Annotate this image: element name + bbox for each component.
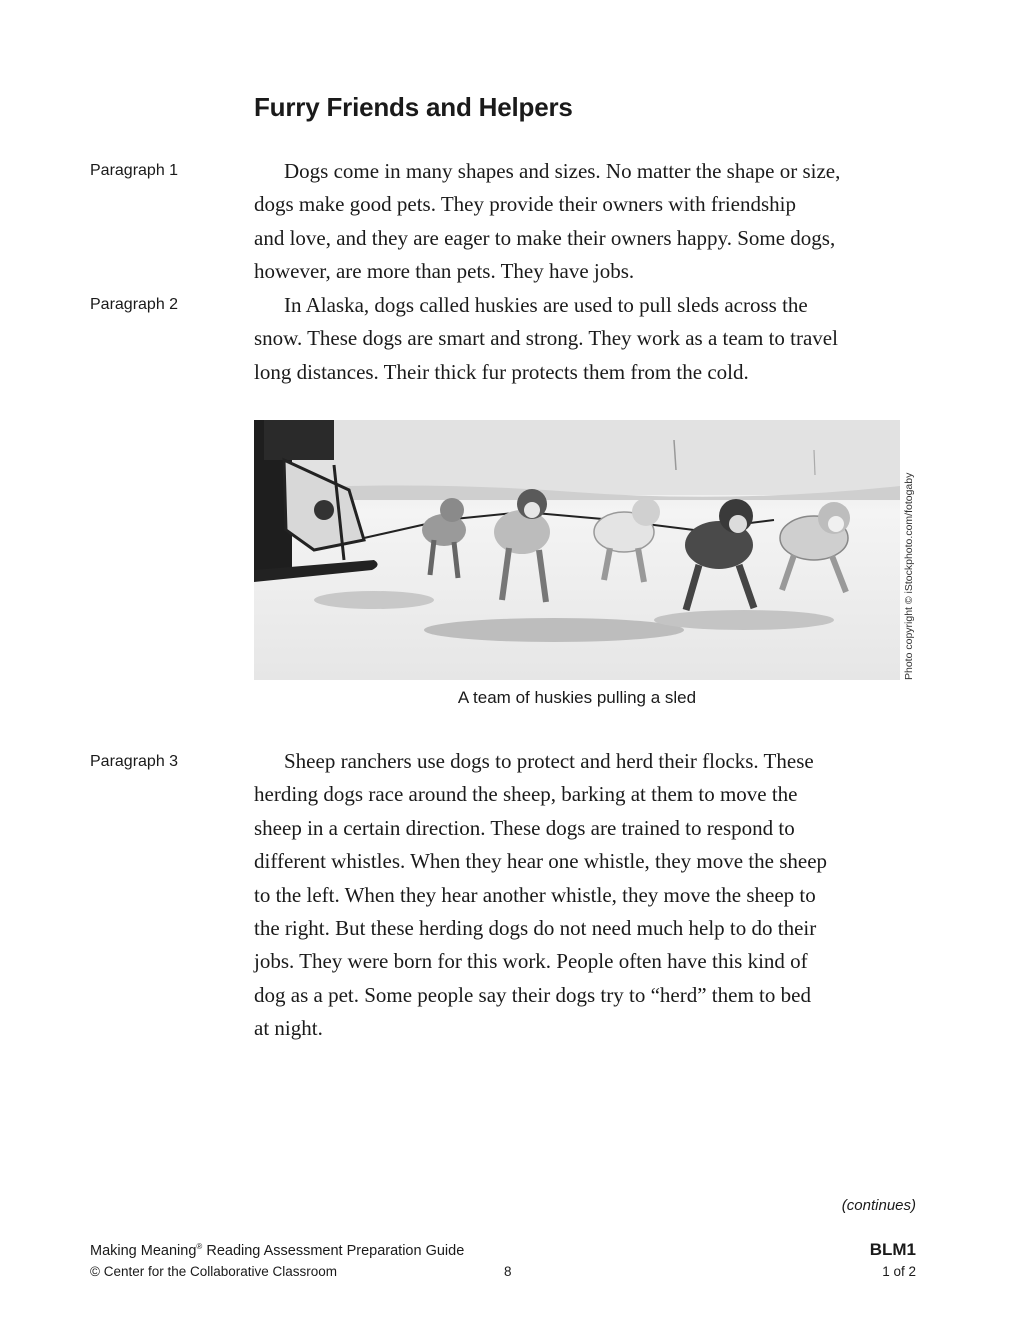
husky-sled-photo (254, 420, 900, 680)
footer-page-of: 1 of 2 (882, 1264, 916, 1279)
paragraph-3-label: Paragraph 3 (90, 753, 179, 770)
registered-mark: ® (196, 1242, 203, 1251)
paragraph-line: jobs. They were born for this work. People often have this kind of (254, 949, 808, 974)
paragraph-line: snow. These dogs are smart and strong. They work as a team to travel (254, 326, 838, 351)
paragraph-line: to the left. When they hear another whistle, they move the sheep to (254, 882, 816, 907)
paragraph-line: long distances. Their thick fur protects them from the cold. (254, 359, 749, 384)
photo-caption: A team of huskies pulling a sled (457, 688, 697, 707)
paragraph-2-label: Paragraph 2 (90, 296, 179, 313)
paragraph-line: Sheep ranchers use dogs to protect and herd their flocks. These (284, 749, 814, 773)
paragraph-line: dog as a pet. Some people say their dogs try to “herd” them to bed (254, 982, 811, 1007)
paragraph-2-text (254, 289, 918, 389)
paragraph-line: the right. But these herding dogs do not need much help to do their (254, 916, 817, 941)
footer-blm-code: BLM1 (869, 1240, 916, 1259)
paragraph-line: sheep in a certain direction. These dogs are trained to respond to (254, 815, 795, 840)
paragraph-line: In Alaska, dogs called huskies are used to pull sleds across the (284, 293, 808, 317)
paragraph-line: different whistles. When they hear one whistle, they move the sheep (254, 849, 828, 874)
footer-guide-rest: Reading Assessment Preparation Guide (202, 1242, 465, 1259)
paragraph-line: Dogs come in many shapes and sizes. No matter the shape or size, (284, 159, 841, 183)
footer-guide-name: Making Meaning (90, 1242, 197, 1259)
paragraph-1-label: Paragraph 1 (90, 162, 179, 179)
paragraph-1-text (254, 155, 918, 289)
footer-page-number: 8 (504, 1264, 512, 1279)
paragraph-3-text (254, 745, 918, 1046)
paragraph-line: at night. (254, 1016, 323, 1041)
continues-note: (continues) (841, 1197, 916, 1214)
husky-team-illustration (254, 420, 900, 680)
photo-credit: Photo copyright © iStockphoto.com/fotogaby (903, 472, 915, 680)
footer-copyright: © Center for the Collaborative Classroom (90, 1264, 338, 1279)
paragraph-line: however, are more than pets. They have jobs. (254, 259, 635, 284)
footer-guide-title (90, 1242, 464, 1259)
paragraph-line: dogs make good pets. They provide their owners with friendship (254, 192, 797, 217)
paragraph-line: and love, and they are eager to make their owners happy. Some dogs, (254, 225, 836, 250)
paragraph-line: herding dogs race around the sheep, barking at them to move the (254, 782, 798, 807)
page-title: Furry Friends and Helpers (254, 92, 573, 122)
